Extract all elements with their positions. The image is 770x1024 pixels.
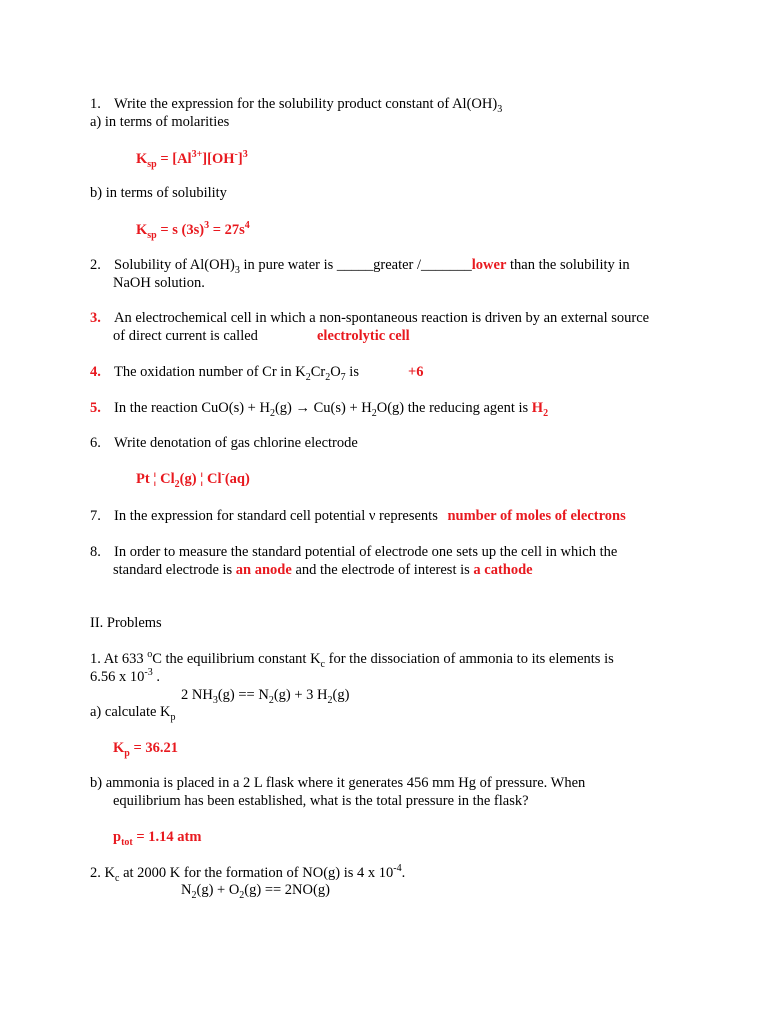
q4-answer: +6	[408, 364, 424, 380]
q3-number: 3.	[90, 310, 101, 326]
q7-line: 7. In the expression for standard cell potential ν represents number of moles of electrons	[90, 508, 626, 524]
q2-line: 2. Solubility of $Al(OH)_3$ in pure water is _____greater /_______lower than the solubility in	[90, 257, 630, 276]
q4-line: 4. The oxidation number of Cr in $K_2Cr_2O_7$ is +6	[90, 364, 424, 383]
p1-b-label2: equilibrium has been established, what is the total pressure in the flask?	[113, 793, 529, 809]
q3-line2: of direct current is called electrolytic cell	[113, 328, 410, 344]
q1-number: 1.	[90, 96, 101, 112]
q8-answer-cathode: a cathode	[473, 562, 533, 578]
q8-line: 8. In order to measure the standard potential of electrode one sets up the cell in which the	[90, 544, 618, 560]
p1-a-answer: $K_p = 36.21$	[113, 740, 178, 759]
q1-a-answer: $K_{sp} = [Al^{3+}][OH^-]^3$	[136, 149, 248, 170]
q1-a-label: a) in terms of molarities	[90, 114, 230, 130]
q8-answer-anode: an anode	[235, 562, 292, 578]
arrow-icon: →	[295, 400, 310, 416]
p1-a-label: a) calculate $K_p$	[90, 704, 176, 723]
q8-line2: standard electrode is an anode and the electrode of interest is a cathode	[113, 562, 533, 578]
q6-line: 6. Write denotation of gas chlorine electrode	[90, 435, 358, 451]
q2-line2: NaOH solution.	[113, 275, 205, 291]
q1-text: Write the expression for the solubility product constant of Al(OH)	[114, 96, 498, 112]
p1-line1: 1. At 633 $^o$C the equilibrium constant $K_c$ for the dissociation of ammonia to its elements is	[90, 649, 614, 670]
p2-line1: 2. $K_c$ at 2000 K for the formation of NO(g) is 4 x $10^{-4}$.	[90, 863, 406, 884]
q5-answer: $H_2$	[531, 400, 549, 419]
q8-number: 8.	[90, 544, 101, 560]
q4-number: 4.	[90, 364, 101, 380]
p2-equation: $N_2(g) + O_2(g) == 2NO(g)$	[181, 882, 330, 901]
q2-number: 2.	[90, 257, 101, 273]
p1-equation: 2 $NH_3(g) == N_2(g) + 3$ $H_2(g)$	[181, 687, 350, 706]
q1-b-label: b) in terms of solubility	[90, 185, 227, 201]
q7-answer: number of moles of electrons	[447, 508, 626, 524]
q6-answer: Pt ¦ $Cl_2(g)$ ¦ Cl-(aq)	[136, 469, 250, 490]
q7-number: 7.	[90, 508, 101, 524]
q3-answer: electrolytic cell	[317, 328, 410, 344]
p1-line2: 6.56 x $10^{-3}$ .	[90, 667, 160, 685]
q1-b-answer: $K_{sp} = s$ $(3s)^3 = 27s^4$	[136, 220, 250, 241]
p1-b-answer: $p_{tot} = 1.14$ atm	[113, 829, 202, 848]
q1-line: 1. Write the expression for the solubility product constant of $Al(OH)_3$	[90, 96, 503, 115]
q6-number: 6.	[90, 435, 101, 451]
problems-title: II. Problems	[90, 615, 162, 631]
q5-line: 5. In the reaction $CuO(s) + H_2(g) \to Cu(s) + H_2O(g)$ the reducing agent is $H_2$	[90, 400, 549, 419]
q5-number: 5.	[90, 400, 101, 416]
q2-answer: lower	[471, 257, 507, 273]
q3-line: 3. An electrochemical cell in which a non-spontaneous reaction is driven by an external source	[90, 310, 650, 326]
p1-b-label1: b) ammonia is placed in a 2 L flask where it generates 456 mm Hg of pressure. When	[90, 775, 586, 791]
